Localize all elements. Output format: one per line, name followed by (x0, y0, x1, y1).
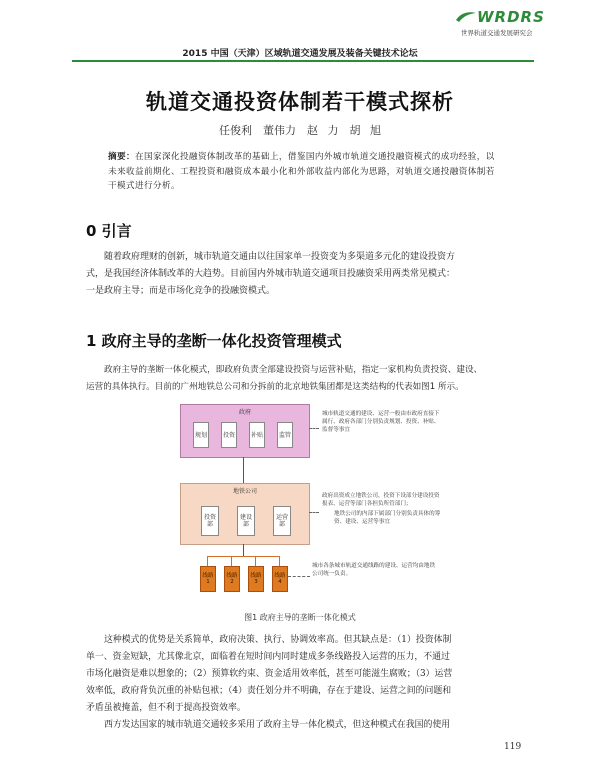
corp-cell-investment: 投资部 (201, 506, 219, 536)
text-line: 矛盾虽被掩盖，但不利于提高投资效率。 (86, 703, 246, 713)
text-line: 市场化融资是难以想象的；（2）预算软约束、资金适用效率低，甚至可能滋生腐败；（3）运营 (86, 669, 453, 679)
text-line: 式，是我国经济体制改革的大趋势。目前国内外城市轨道交通项目投融资采用两类常见模式： (86, 269, 456, 279)
logo-subtitle: 世界轨道交通发展研究会 (461, 29, 533, 37)
connector (231, 556, 232, 566)
section-1-heading: 1 政府主导的垄断一体化投资管理模式 (86, 332, 342, 350)
logo-text: WRDRS (477, 8, 545, 26)
gov-cell-investment: 投资 (221, 422, 237, 448)
abstract (108, 150, 502, 194)
note-leader (309, 512, 319, 513)
section-0-body (86, 249, 518, 300)
publisher-logo (455, 6, 555, 46)
gov-cell-supervision: 监管 (277, 422, 293, 448)
line-box-1: 线路1 (200, 566, 216, 592)
text-line: 西方发达国家的城市轨道交通较多采用了政府主导一体化模式，但这种模式在我国的使用 (104, 720, 451, 730)
section-0-heading: 0 引言 (86, 222, 132, 240)
gov-cell-subsidy: 补贴 (249, 422, 265, 448)
section-1-body (86, 362, 518, 396)
figure-note-2: 政府出资成立地铁公司，投资下设部分建设投资报表、运营等部门各担负所管部门； (322, 493, 440, 507)
corp-cell-construction: 建设部 (237, 506, 255, 536)
text-line: 单一、资金短缺，尤其像北京，面临着在短时间内同时建成多条线路投入运营的压力，不通过 (86, 652, 450, 662)
note-leader (309, 428, 319, 429)
text-line: 随着政府理财的创新，城市轨道交通由以往国家单一投资变为多渠道多元化的建设投资方 (104, 252, 456, 262)
note-leader (288, 576, 310, 577)
figure-note-3: 地铁公司的内部下属部门分别负责具体的筹资、建设、运营等事宜 (334, 511, 441, 525)
corp-cell-operation: 运营部 (273, 506, 291, 536)
abstract-label: 摘要： (108, 152, 135, 162)
abstract-text: 在国家深化投融资体制改革的基础上，借鉴国内外城市轨道交通投融资模式的成功经验，以未来收益前期化、工程投资和融资成本最小化和外部收益内部化为思路，对轨道交通投融资体制若干模式进行分析。 (108, 152, 495, 191)
line-box-4: 线路4 (272, 566, 288, 592)
connector (279, 556, 280, 566)
government-box (180, 404, 310, 458)
page-number: 119 (504, 742, 522, 752)
text-line: 效率低，政府背负沉重的补贴包袱；（4）责任划分并不明确，存在于建设、运营之间的问题和 (86, 686, 452, 696)
connector (255, 556, 256, 566)
text-line: 这种模式的优势是关系简单，政府决策、执行、协调效率高。但其缺点是：（1）投资体制 (104, 635, 452, 645)
logo-swoosh-icon (455, 10, 477, 24)
figure-caption: 图1 政府主导的垄断一体化模式 (244, 613, 356, 622)
conference-header: 2015 中国（天津）区域轨道交通发展及装备关键技术论坛 (182, 49, 418, 59)
metro-company-box (180, 483, 310, 545)
line-box-2: 线路2 (224, 566, 240, 592)
connector (243, 457, 244, 483)
metro-company-label: 地铁公司 (232, 488, 257, 495)
authors: 任俊利 董伟力 赵 力 胡 旭 (219, 124, 381, 137)
figure-note-1: 城市轨道交通的建设、运营一般由市政府直接下属行、政府各部门分别负责规划、投资、补贴、监督等事宜 (322, 411, 440, 433)
government-label: 政府 (238, 409, 251, 416)
connector (207, 556, 208, 566)
connector (243, 544, 244, 556)
paper-title: 轨道交通投资体制若干模式探析 (146, 90, 454, 114)
line-box-3: 线路3 (248, 566, 264, 592)
section-1-continued (86, 632, 518, 734)
header-rule (72, 60, 534, 62)
text-line: 运营的具体执行。目前的广州地铁总公司和分拆前的北京地铁集团都是这类结构的代表如图1 所示。 (86, 382, 464, 392)
gov-cell-planning: 规划 (193, 422, 209, 448)
connector (207, 556, 279, 557)
text-line: 一是政府主导；而是市场化竞争的投融资模式。 (86, 286, 276, 296)
figure-note-4: 城市各条城市轨道交通线路的建设、运营均由地铁公司统一负责。 (312, 563, 436, 577)
text-line: 政府主导的垄断一体化模式，即政府负责全部建设投资与运营补贴，指定一家机构负责投资、建设、 (104, 365, 483, 375)
